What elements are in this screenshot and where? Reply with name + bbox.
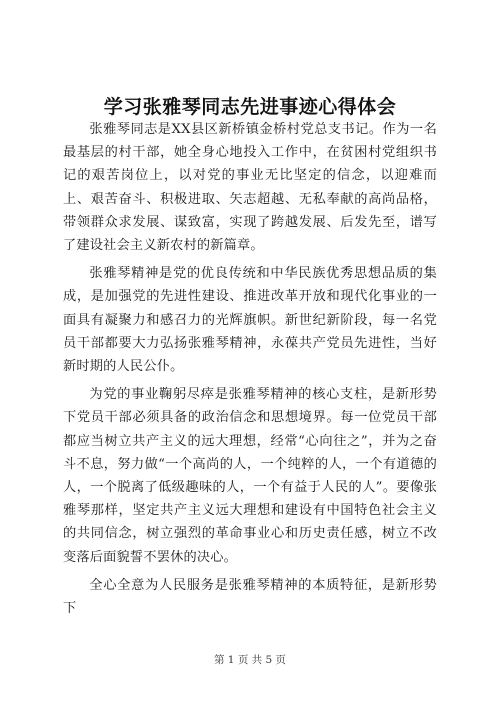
document-body <box>63 118 437 625</box>
paragraph-2: 张雅琴精神是党的优良传统和中华民族优秀思想品质的集成，是加强党的先进性建设、推进改革开放和现代化事业的一面具有凝聚力和感召力的光辉旗帜。新世纪新阶段，每一名党员干部都要大力弘扬张雅琴精神，永葆共产党员先进性，当好新时期的人民公仆。 <box>63 266 437 375</box>
document-title: 学习张雅琴同志先进事迹心得体会 <box>103 96 397 118</box>
paragraph-1: 张雅琴同志是XX县区新桥镇金桥村党总支书记。作为一名最基层的村干部，她全身心地投入工作中，在贫困村党组织书记的艰苦岗位上，以对党的事业无比坚定的信念，以迎难而上、艰苦奋斗、积极进取、矢志超越、无私奉献的高尚品格，带领群众求发展、谋致富，实现了跨越发展、后发先至，谱写了建设社会主义新农村的新篇章。 <box>63 122 437 254</box>
page-number-footer: 第 1 页 共 5 页 <box>213 654 287 666</box>
paragraph-3: 为党的事业鞠躬尽瘁是张雅琴精神的核心支柱，是新形势下党员干部必须具备的政治信念和思想境界。每一位党员干部都应当树立共产主义的远大理想，经常“心向往之”，并为之奋斗不息，努力做“一个高尚的人，一个纯粹的人，一个有道德的人，一个脱离了低级趣味的人，一个有益于人民的人”。要像张雅琴那样，坚定共产主义远大理想和建设有中国特色社会主义的共同信念，树立强烈的革命事业心和历史责任感，树立不改变落后面貌誓不罢休的决心。 <box>63 387 437 565</box>
paragraph-4: 全心全意为人民服务是张雅琴精神的本质特征，是新形势下 <box>63 577 437 617</box>
